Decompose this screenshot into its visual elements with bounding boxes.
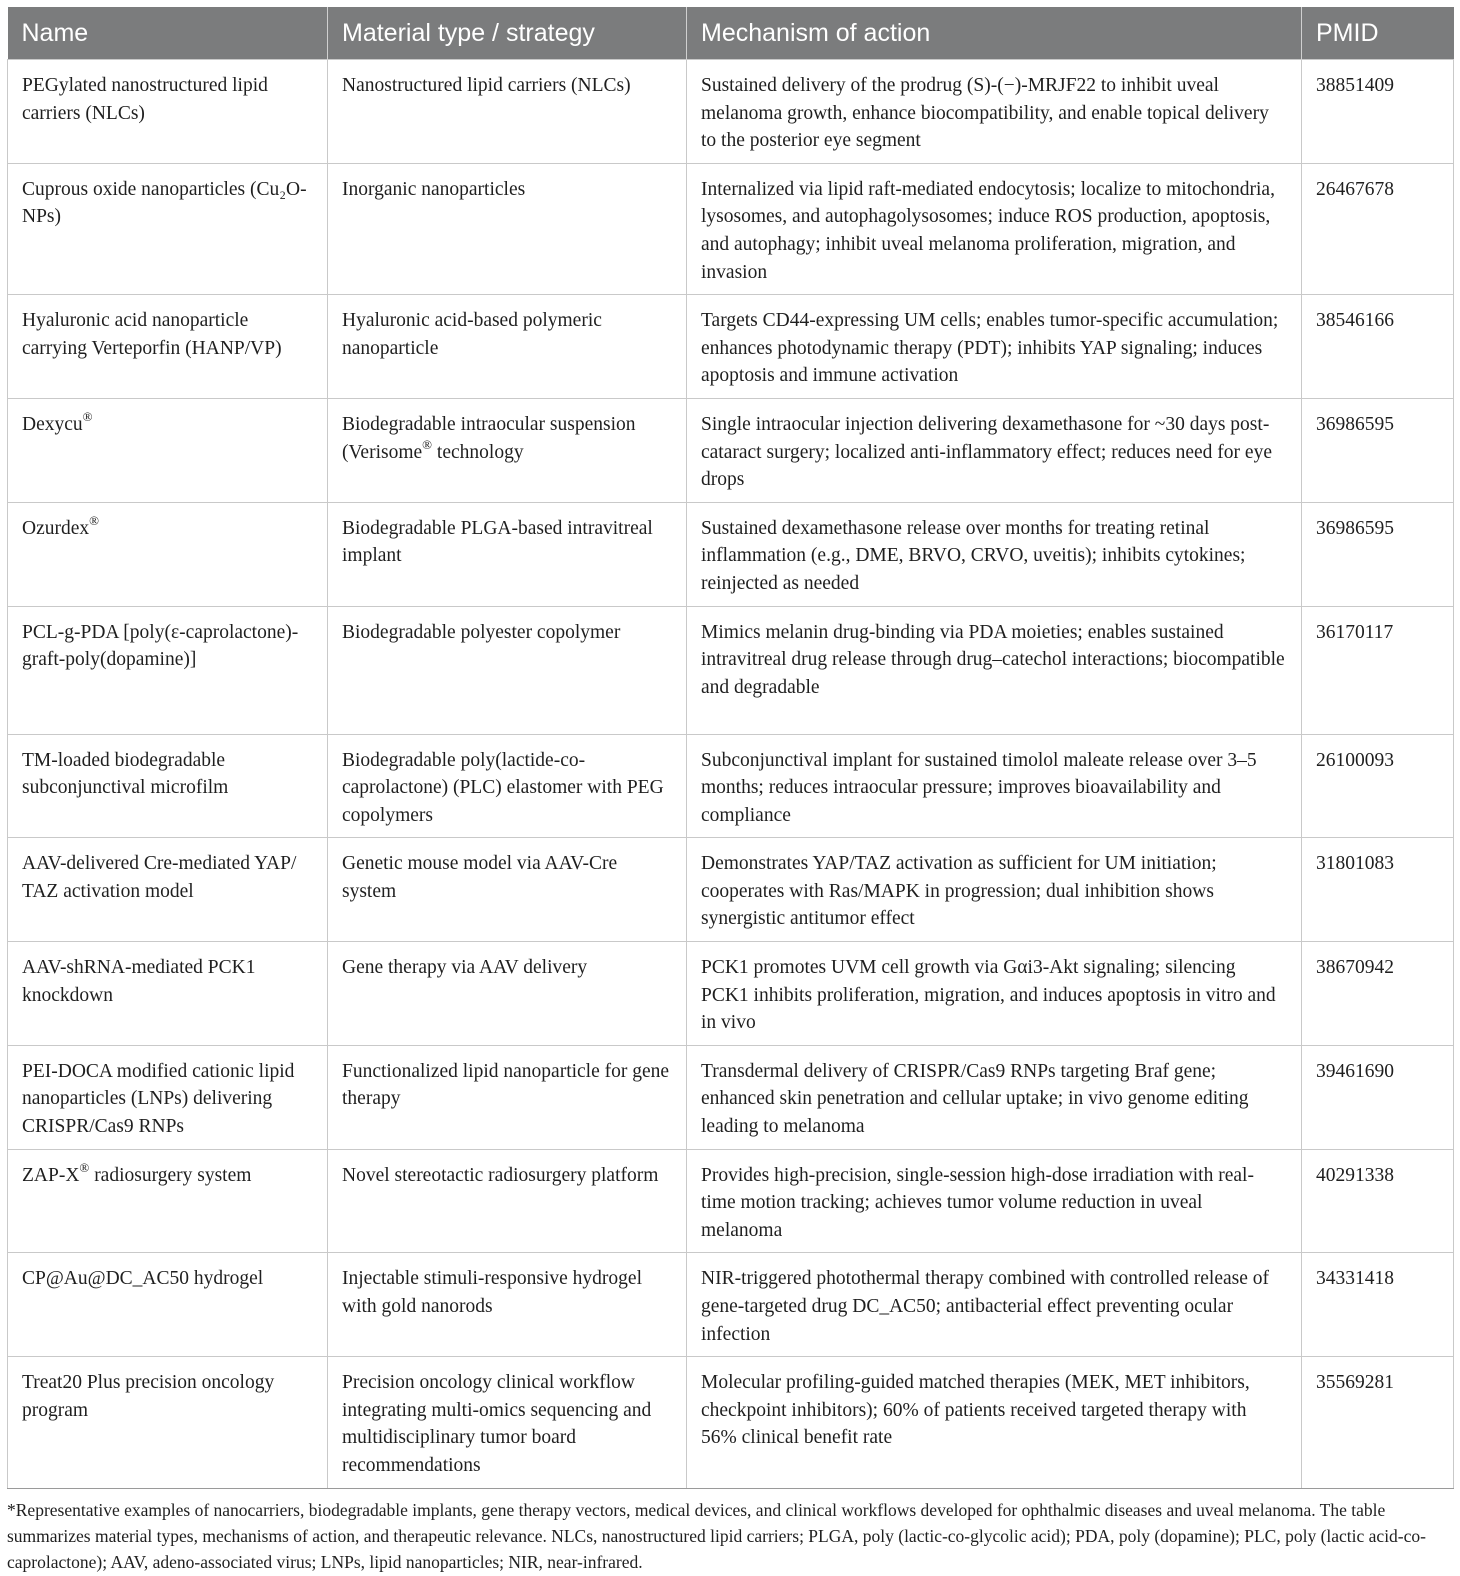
table-row bbox=[8, 838, 1454, 942]
table-row bbox=[8, 606, 1454, 734]
cell-mechanism bbox=[687, 60, 1302, 164]
cell-name-text: Hyaluronic acid nanoparticle carrying Verteporfin (HANP/VP) bbox=[22, 310, 282, 359]
cell-name-text: CP@Au@DC_AC50 hydrogel bbox=[22, 1268, 264, 1290]
cell-pmid-text: 36170117 bbox=[1316, 621, 1394, 643]
cell-material-text: Biodegradable polyester copolymer bbox=[342, 621, 621, 643]
cell-name-text: TM-loaded biodegradable subconjunctival microfilm bbox=[22, 749, 229, 799]
cell-pmid bbox=[1302, 398, 1454, 502]
cell-name bbox=[8, 502, 328, 606]
cell-mechanism bbox=[687, 1253, 1302, 1357]
cell-material-text: Functionalized lipid nanoparticle for gene therapy bbox=[342, 1060, 670, 1110]
cell-material bbox=[328, 606, 687, 734]
cell-mechanism-text: Single intraocular injection delivering dexamethasone for ~30 days post-cataract surgery; localized anti-inflammatory effect; reduces need for eye drops bbox=[701, 413, 1272, 491]
cell-name-text-after: radiosurgery system bbox=[89, 1164, 252, 1186]
cell-pmid-text: 26100093 bbox=[1316, 749, 1394, 771]
cell-mechanism-text: Sustained delivery of the prodrug (S)-(−)-MRJF22 to inhibit uveal melanoma growth, enhance biocompatibility, and enable topical delivery to the posterior eye segment bbox=[701, 75, 1269, 152]
cell-mechanism bbox=[687, 1045, 1302, 1149]
header-mechanism: Mechanism of action bbox=[687, 7, 1302, 60]
cell-material bbox=[328, 295, 687, 399]
cell-mechanism bbox=[687, 838, 1302, 942]
header-pmid: PMID bbox=[1302, 7, 1454, 60]
cell-pmid-text: 36986595 bbox=[1316, 413, 1394, 435]
registered-mark: ® bbox=[422, 437, 433, 453]
cell-pmid-text: 34331418 bbox=[1316, 1268, 1394, 1290]
table-row bbox=[8, 163, 1454, 294]
cell-pmid-text: 38670942 bbox=[1316, 957, 1394, 979]
cell-pmid bbox=[1302, 1253, 1454, 1357]
cell-pmid bbox=[1302, 734, 1454, 838]
cell-name bbox=[8, 838, 328, 942]
cell-material-text: Hyaluronic acid-based polymeric nanoparticle bbox=[342, 310, 602, 359]
cell-material bbox=[328, 942, 687, 1046]
cell-pmid bbox=[1302, 163, 1454, 294]
table-row bbox=[8, 60, 1454, 164]
cell-pmid bbox=[1302, 942, 1454, 1046]
cell-pmid-text: 36986595 bbox=[1316, 517, 1394, 539]
cell-pmid-text: 39461690 bbox=[1316, 1060, 1394, 1082]
cell-material bbox=[328, 1149, 687, 1253]
cell-material bbox=[328, 398, 687, 502]
cell-name-text: AAV-delivered Cre-mediated YAP/ TAZ activation model bbox=[22, 853, 297, 902]
cell-material-text: Precision oncology clinical workflow integrating multi-omics sequencing and multidisciplinary tumor board recommendations bbox=[342, 1372, 652, 1476]
cell-name bbox=[8, 1357, 328, 1488]
cell-material-text: Novel stereotactic radiosurgery platform bbox=[342, 1164, 659, 1186]
cell-mechanism bbox=[687, 163, 1302, 294]
cell-name bbox=[8, 1149, 328, 1253]
table-row bbox=[8, 734, 1454, 838]
table-row bbox=[8, 295, 1454, 399]
cell-material bbox=[328, 838, 687, 942]
cell-mechanism-text: Demonstrates YAP/TAZ activation as sufficient for UM initiation; cooperates with Ras/MAPK in progression; dual inhibition shows synergistic antitumor effect bbox=[701, 853, 1217, 930]
cell-mechanism-text: Molecular profiling-guided matched therapies (MEK, MET inhibitors, checkpoint inhibitors); 60% of patients received targeted therapy with 56% clinical benefit rate bbox=[701, 1372, 1250, 1449]
cell-material bbox=[328, 1357, 687, 1488]
cell-mechanism bbox=[687, 606, 1302, 734]
cell-name bbox=[8, 60, 328, 164]
cell-pmid-text: 38851409 bbox=[1316, 75, 1394, 96]
cell-mechanism-text: Provides high-precision, single-session high-dose irradiation with real-time motion tracking; achieves tumor volume reduction in uveal melanoma bbox=[701, 1164, 1254, 1241]
cell-mechanism bbox=[687, 295, 1302, 399]
cell-mechanism-text: Internalized via lipid raft-mediated endocytosis; localize to mitochondria, lysosomes, and autophagolysosomes; induce ROS production, apoptosis, and autophagy; inhibit uveal melanoma proliferation, migration, and invasion bbox=[701, 178, 1275, 283]
cell-mechanism bbox=[687, 398, 1302, 502]
cell-pmid bbox=[1302, 838, 1454, 942]
cell-name-text: PEGylated nanostructured lipid carriers (NLCs) bbox=[22, 75, 268, 124]
cell-name-text: Dexycu bbox=[22, 413, 83, 435]
table-body bbox=[8, 60, 1454, 1489]
registered-mark: ® bbox=[82, 409, 93, 425]
registered-mark: ® bbox=[89, 513, 100, 529]
cell-mechanism-text: Mimics melanin drug-binding via PDA moieties; enables sustained intravitreal drug release through drug–catechol interactions; biocompatible and degradable bbox=[701, 621, 1285, 698]
registered-mark: ® bbox=[79, 1160, 90, 1176]
cell-pmid-text: 40291338 bbox=[1316, 1164, 1394, 1186]
cell-material bbox=[328, 163, 687, 294]
cell-mechanism-text: Subconjunctival implant for sustained timolol maleate release over 3–5 months; reduces intraocular pressure; improves bioavailability and compliance bbox=[701, 749, 1257, 826]
table-row bbox=[8, 398, 1454, 502]
cell-mechanism bbox=[687, 1357, 1302, 1488]
table-footnote: *Representative examples of nanocarriers, biodegradable implants, gene therapy vectors, medical devices, and clinical workflows developed for ophthalmic diseases and uveal melanoma. The table summarizes material types, mechanisms of action, and therapeutic relevance. NLCs, nanostructured lipid carriers; PLGA, poly (lactic-co-glycolic acid); PDA, poly (dopamine); PLC, poly (lactic acid-co-caprolactone); AAV, adeno-associated virus; LNPs, lipid nanoparticles; NIR, near-infrared. bbox=[7, 1499, 1426, 1572]
cell-material bbox=[328, 60, 687, 164]
cell-name bbox=[8, 606, 328, 734]
cell-pmid bbox=[1302, 502, 1454, 606]
cell-material-text: Biodegradable intraocular suspension (Verisome bbox=[342, 413, 636, 463]
cell-pmid bbox=[1302, 1045, 1454, 1149]
cell-pmid bbox=[1302, 1357, 1454, 1488]
cell-name bbox=[8, 942, 328, 1046]
cell-mechanism bbox=[687, 502, 1302, 606]
cell-pmid-text: 31801083 bbox=[1316, 853, 1394, 875]
cell-pmid bbox=[1302, 1149, 1454, 1253]
cell-mechanism-text: Sustained dexamethasone release over months for treating retinal inflammation (e.g., DME, BRVO, CRVO, uveitis); inhibits cytokines; reinjected as needed bbox=[701, 517, 1246, 594]
header-name: Name bbox=[8, 7, 328, 60]
table-row bbox=[8, 1045, 1454, 1149]
cell-name bbox=[8, 295, 328, 399]
cell-material-text: Injectable stimuli-responsive hydrogel with gold nanorods bbox=[342, 1268, 643, 1317]
cell-name bbox=[8, 1253, 328, 1357]
cell-material bbox=[328, 502, 687, 606]
cell-material bbox=[328, 734, 687, 838]
table-row bbox=[8, 1357, 1454, 1488]
cell-mechanism-text: Targets CD44-expressing UM cells; enables tumor-specific accumulation; enhances photodynamic therapy (PDT); inhibits YAP signaling; induces apoptosis and immune activation bbox=[701, 310, 1279, 387]
cell-material-text: Nanostructured lipid carriers (NLCs) bbox=[342, 75, 631, 96]
table-row bbox=[8, 1149, 1454, 1253]
cell-name bbox=[8, 398, 328, 502]
table-header bbox=[8, 7, 1454, 60]
cell-mechanism bbox=[687, 942, 1302, 1046]
cell-pmid bbox=[1302, 606, 1454, 734]
cell-material-text: Biodegradable PLGA-based intravitreal implant bbox=[342, 517, 653, 567]
cell-name-text: PCL-g-PDA [poly(ε-caprolactone)-graft-poly(dopamine)] bbox=[22, 621, 299, 671]
cell-name-text: ZAP-X bbox=[22, 1164, 80, 1186]
cell-material bbox=[328, 1045, 687, 1149]
cell-mechanism-text: PCK1 promotes UVM cell growth via Gαi3-Akt signaling; silencing PCK1 inhibits proliferation, migration, and induces apoptosis in vitro and in vivo bbox=[701, 957, 1276, 1034]
cell-name-text: PEI-DOCA modified cationic lipid nanoparticles (LNPs) delivering CRISPR/Cas9 RNPs bbox=[22, 1060, 295, 1138]
cell-mechanism bbox=[687, 734, 1302, 838]
cell-name-text: Treat20 Plus precision oncology program bbox=[22, 1372, 275, 1421]
cell-name-text: Ozurdex bbox=[22, 517, 90, 539]
table-wrapper bbox=[7, 7, 1453, 1575]
cell-material-text: Genetic mouse model via AAV-Cre system bbox=[342, 853, 618, 902]
cell-material-text: Gene therapy via AAV delivery bbox=[342, 957, 588, 979]
cell-material-text: Biodegradable poly(lactide-co-caprolactone) (PLC) elastomer with PEG copolymers bbox=[342, 749, 664, 826]
cell-name bbox=[8, 1045, 328, 1149]
cell-name-text: Cuprous oxide nanoparticles (Cu₂O-NPs) bbox=[22, 178, 307, 228]
cell-material-text: Inorganic nanoparticles bbox=[342, 178, 526, 200]
cell-name bbox=[8, 734, 328, 838]
cell-name-text: AAV-shRNA-mediated PCK1 knockdown bbox=[22, 957, 256, 1006]
cell-material-text-after: technology bbox=[432, 441, 524, 463]
cell-mechanism-text: NIR-triggered photothermal therapy combined with controlled release of gene-targeted drug DC_AC50; antibacterial effect preventing ocular infection bbox=[701, 1268, 1270, 1345]
cell-pmid-text: 26467678 bbox=[1316, 178, 1394, 200]
data-table bbox=[7, 7, 1454, 1489]
cell-mechanism-text: Transdermal delivery of CRISPR/Cas9 RNPs targeting Braf gene; enhanced skin penetration and cellular uptake; in vivo genome editing leading to melanoma bbox=[701, 1060, 1249, 1138]
cell-pmid-text: 38546166 bbox=[1316, 310, 1394, 332]
cell-pmid-text: 35569281 bbox=[1316, 1372, 1394, 1394]
cell-material bbox=[328, 1253, 687, 1357]
cell-mechanism bbox=[687, 1149, 1302, 1253]
header-material: Material type / strategy bbox=[328, 7, 687, 60]
cell-pmid bbox=[1302, 60, 1454, 164]
cell-pmid bbox=[1302, 295, 1454, 399]
cell-name bbox=[8, 163, 328, 294]
table-row bbox=[8, 1253, 1454, 1357]
table-row bbox=[8, 502, 1454, 606]
header-row bbox=[8, 7, 1454, 60]
table-row bbox=[8, 942, 1454, 1046]
